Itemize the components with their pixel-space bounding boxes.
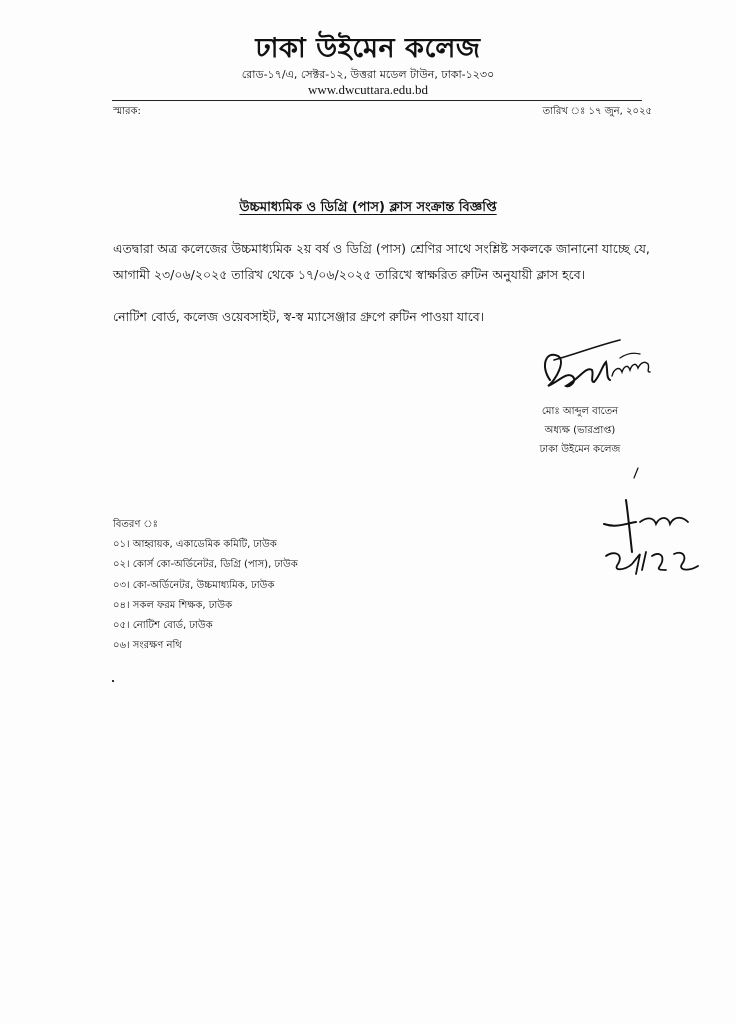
distribution-item: ০৫। নোটিশ বোর্ড, ঢাউক (113, 620, 213, 632)
notice-paragraph-1-line-1: এতদ্বারা অত্র কলেজের উচ্চমাধ্যমিক ২য় বর্ষ ও ডিগ্রি (পাস) শ্রেণির সাথে সংশ্লিষ্ট সকলকে জানানো যাচ্ছে যে, (113, 241, 650, 256)
memo-label: স্মারক: (113, 106, 141, 117)
signatory-name: মোঃ আব্দুল বাতেন (541, 406, 619, 417)
notice-title-text: উচ্চমাধ্যমিক ও ডিগ্রি (পাস) ক্লাস সংক্রান্ত বিজ্ঞপ্তি (239, 200, 497, 215)
distribution-item: ০২। কোর্স কো-অর্ডিনেটর, ডিগ্রি (পাস), ঢাউক (113, 559, 298, 571)
principal-signature (536, 336, 656, 396)
stray-dot (112, 680, 114, 682)
college-website: www.dwcuttara.edu.bd (307, 82, 429, 97)
signatory-block (500, 402, 660, 459)
distribution-item: ০৪। সকল ফরম শিক্ষক, ঢাউক (113, 599, 233, 611)
signatory-designation: অধ্যক্ষ (ভারপ্রাপ্ত) (544, 425, 616, 436)
distribution-item: ০৬। সংরক্ষণ নথি (113, 640, 182, 652)
distribution-item: ০১। আহ্বায়ক, একাডেমিক কমিটি, ঢাউক (113, 539, 277, 551)
notice-paragraph-1 (113, 236, 653, 288)
second-signature (596, 494, 716, 590)
distribution-item: ০৩। কো-অর্ডিনেটর, উচ্চমাধ্যমিক, ঢাউক (113, 579, 275, 591)
header-divider (112, 100, 642, 101)
signatory-organization: ঢাকা উইমেন কলেজ (539, 444, 621, 455)
distribution-heading: বিতরণ ঃ (113, 519, 158, 530)
college-address: রোড-১৭/এ, সেক্টর-১২, উত্তরা মডেল টাউন, ঢাকা-১২৩০ (241, 68, 495, 81)
distribution-list (113, 515, 298, 656)
notice-paragraph-1-line-2: আগামী ২৩/০৬/২০২৫ তারিখ থেকে ১৭/০৬/২০২৫ তারিখে স্বাক্ষরিত রুটিন অনুযায়ী ক্লাস হবে। (113, 267, 586, 282)
notice-paragraph-2: নোটিশ বোর্ড, কলেজ ওয়েবসাইট, স্ব-স্ব ম্যাসেঞ্জার গ্রুপে রুটিন পাওয়া যাবে। (113, 309, 485, 324)
college-name: ঢাকা উইমেন কলেজ (255, 33, 481, 64)
notice-title (0, 198, 736, 219)
tick-mark (632, 466, 640, 480)
notice-date: তারিখ ঃ ১৭ জুন, ২০২৫ (542, 106, 652, 117)
